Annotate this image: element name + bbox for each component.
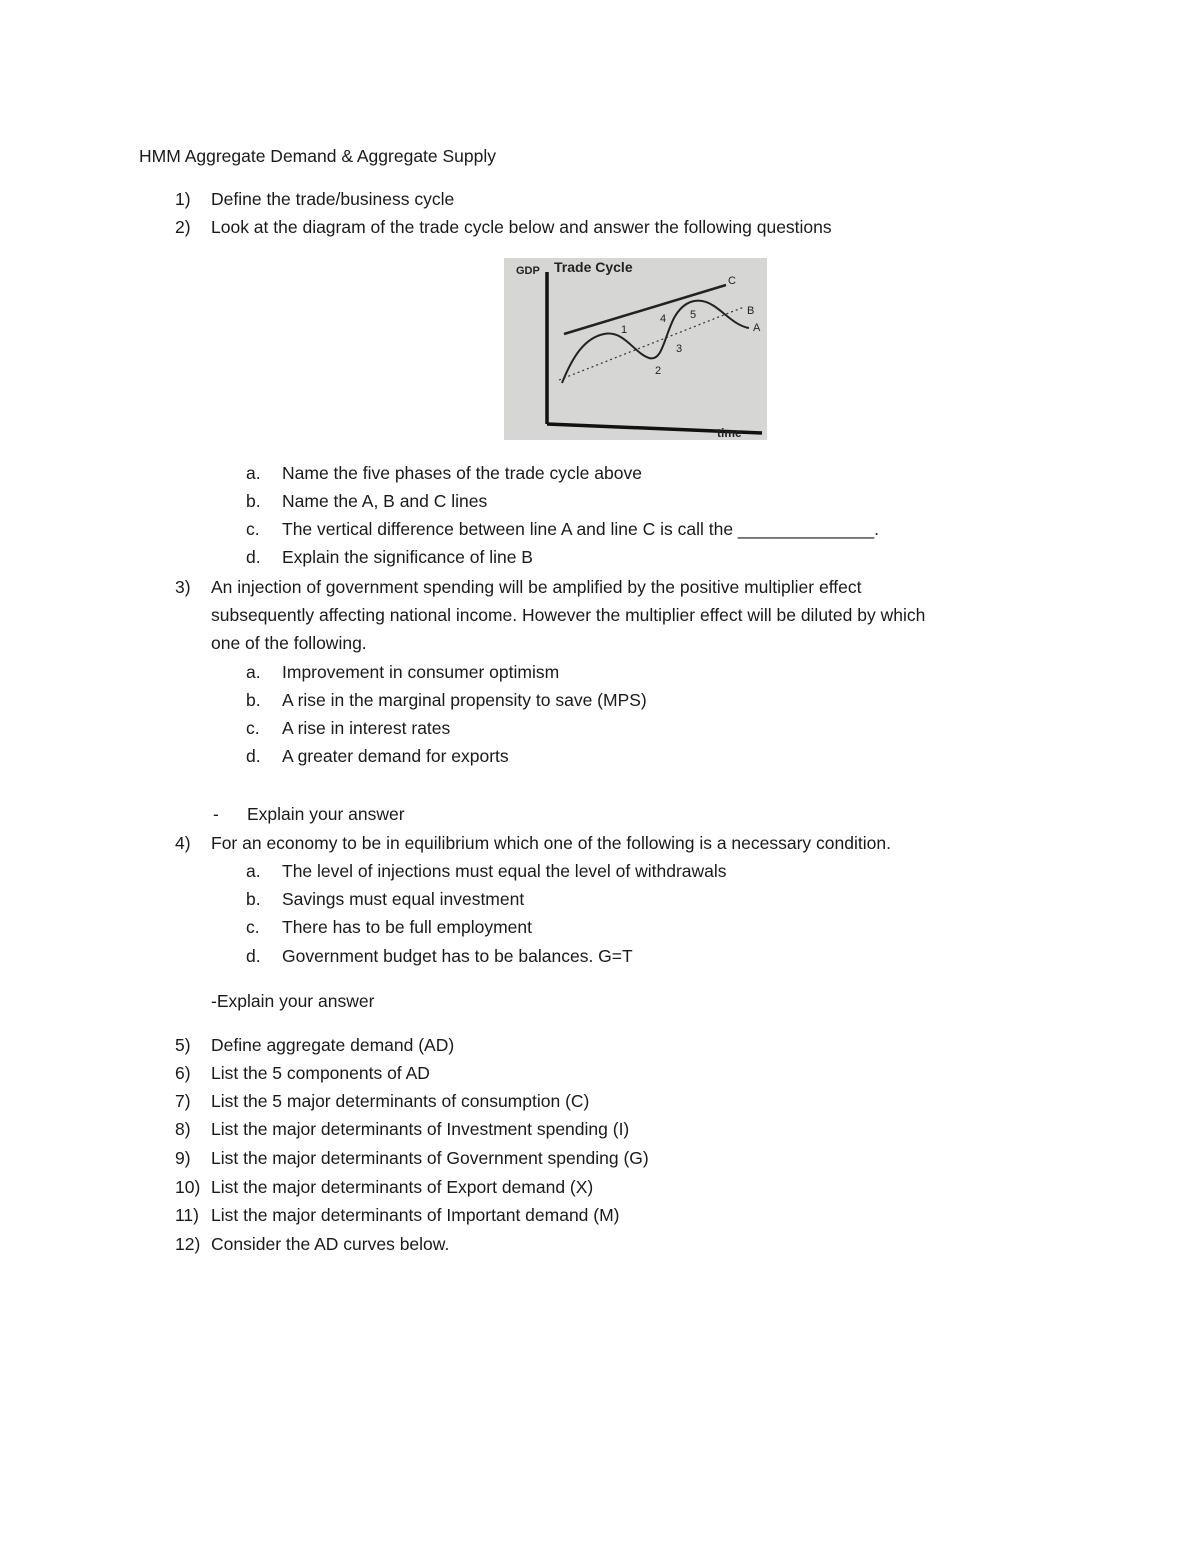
trade-cycle-diagram: [504, 258, 767, 440]
question-number: 3): [175, 577, 191, 597]
sub-text: Explain the significance of line B: [282, 547, 533, 567]
option-letter: d.: [246, 946, 261, 966]
explain-text: -Explain your answer: [211, 991, 375, 1011]
explain-dash: -: [213, 804, 219, 824]
line-b-label: B: [747, 305, 755, 317]
question-text: Consider the AD curves below.: [211, 1234, 450, 1254]
question-text: Define the trade/business cycle: [211, 189, 455, 209]
explain-text: Explain your answer: [247, 804, 405, 824]
line-a-label: A: [753, 322, 761, 334]
question-text: List the major determinants of Government spending (G): [211, 1148, 649, 1168]
question-number: 7): [175, 1091, 191, 1111]
option-letter: b.: [246, 889, 261, 909]
x-axis-label: time: [717, 426, 742, 440]
option-text: Government budget has to be balances. G=T: [282, 946, 633, 966]
option-letter: c.: [246, 917, 260, 937]
question-text: List the major determinants of Investment spending (I): [211, 1119, 630, 1139]
phase-label-2: 2: [655, 365, 662, 377]
option-text: Improvement in consumer optimism: [282, 662, 560, 682]
question-number: 2): [175, 217, 191, 237]
question-number: 4): [175, 833, 191, 853]
question-text: For an economy to be in equilibrium which one of the following is a necessary condition.: [211, 833, 891, 853]
question-number: 8): [175, 1119, 191, 1139]
question-text-line-1: An injection of government spending will be amplified by the positive multiplier effect: [211, 577, 862, 597]
sub-letter: b.: [246, 491, 261, 511]
question-number: 10): [175, 1177, 201, 1197]
question-text: List the major determinants of Export demand (X): [211, 1177, 594, 1197]
option-letter: b.: [246, 690, 261, 710]
question-number: 1): [175, 189, 191, 209]
option-text: There has to be full employment: [282, 917, 532, 937]
sub-text: Name the A, B and C lines: [282, 491, 488, 511]
question-text: Look at the diagram of the trade cycle below and answer the following questions: [211, 217, 832, 237]
phase-label-5: 5: [690, 309, 697, 321]
question-text: List the 5 major determinants of consumption (C): [211, 1091, 590, 1111]
question-text-line-2: subsequently affecting national income. However the multiplier effect will be diluted by which: [211, 605, 926, 625]
question-number: 9): [175, 1148, 191, 1168]
option-text: A greater demand for exports: [282, 746, 509, 766]
sub-text: Name the five phases of the trade cycle above: [282, 463, 642, 483]
question-number: 12): [175, 1234, 201, 1254]
question-number: 6): [175, 1063, 191, 1083]
line-c-label: C: [728, 275, 736, 287]
question-text: List the major determinants of Important demand (M): [211, 1205, 620, 1225]
phase-label-4: 4: [660, 313, 667, 325]
question-text-line-3: one of the following.: [211, 633, 367, 653]
question-number: 5): [175, 1035, 191, 1055]
phase-label-3: 3: [676, 343, 683, 355]
trade-cycle-figure: [504, 258, 767, 440]
question-text: Define aggregate demand (AD): [211, 1035, 455, 1055]
phase-label-1: 1: [621, 324, 628, 336]
option-text: A rise in the marginal propensity to save (MPS): [282, 690, 647, 710]
sub-letter: d.: [246, 547, 261, 567]
option-letter: d.: [246, 746, 261, 766]
page-title: HMM Aggregate Demand & Aggregate Supply: [139, 146, 497, 166]
sub-text: The vertical difference between line A and line C is call the ______________.: [282, 519, 880, 539]
option-text: Savings must equal investment: [282, 889, 525, 909]
option-letter: a.: [246, 662, 261, 682]
y-axis-label: GDP: [516, 265, 540, 277]
option-text: The level of injections must equal the level of withdrawals: [282, 861, 727, 881]
sub-letter: a.: [246, 463, 261, 483]
sub-letter: c.: [246, 519, 260, 539]
question-text: List the 5 components of AD: [211, 1063, 430, 1083]
option-text: A rise in interest rates: [282, 718, 451, 738]
figure-title: Trade Cycle: [554, 259, 633, 275]
option-letter: c.: [246, 718, 260, 738]
option-letter: a.: [246, 861, 261, 881]
question-number: 11): [175, 1205, 199, 1225]
